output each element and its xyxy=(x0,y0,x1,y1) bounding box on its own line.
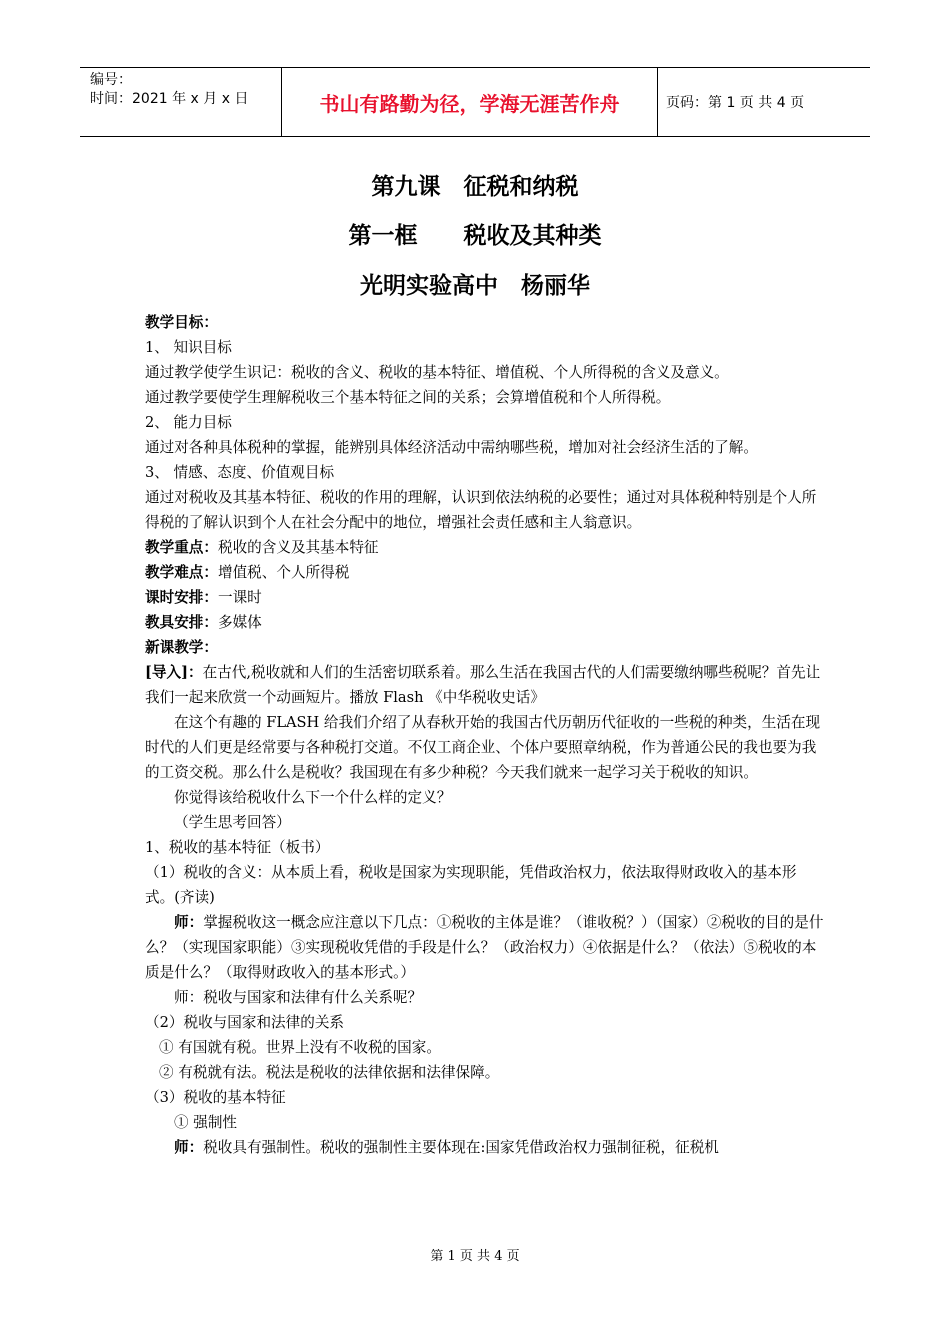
teacher-text-1: 掌握税收这一概念应注意以下几点：①税收的主体是谁？（谁收税？）（国家）②税收的目的是什么？（实现国家职能）③实现税收凭借的手段是什么？（政治权力）④依据是什么？（依法）⑤税收的本质是什么？（取得财政收入的基本形式。） xyxy=(145,914,824,981)
hours-text: 一课时 xyxy=(217,589,262,606)
goal1-text1: 通过教学使学生识记：税收的含义、税收的基本特征、增值税、个人所得税的含义及意义。 xyxy=(145,364,729,381)
header-meta xyxy=(80,68,282,136)
intro-text: 在古代,税收就和人们的生活密切联系着。那么生活在我国古代的人们需要缴纳哪些税呢？首先让我们一起来欣赏一个动画短片。播放 Flash 《中华税收史话》 xyxy=(145,664,821,706)
goal2-title: 2、 能力目标 xyxy=(145,414,232,431)
goal1-text2: 通过教学要使学生理解税收三个基本特征之间的关系；会算增值税和个人所得税。 xyxy=(145,389,671,406)
question-1: 你觉得该给税收什么下一个什么样的定义？ xyxy=(174,789,452,806)
goal3-text: 通过对税收及其基本特征、税收的作用的理解，认识到依法纳税的必要性；通过对具体税种特别是个人所得税的了解认识到个人在社会分配中的地位，增强社会责任感和主人翁意识。 xyxy=(145,489,817,531)
section-1-3: （3）税收的基本特征 xyxy=(145,1089,286,1106)
tools-label: 教具安排： xyxy=(145,614,218,631)
tools-text: 多媒体 xyxy=(217,614,262,631)
teacher-note-3 xyxy=(145,1135,825,1160)
difficult-label: 教学难点： xyxy=(145,564,218,581)
header-page-info: 页码：第 1 页 共 4 页 xyxy=(666,95,805,111)
section-1-1: （1）税收的含义：从本质上看，税收是国家为实现职能，凭借政治权力，依法取得财政收入的基本形式。(齐读) xyxy=(145,864,797,906)
hours xyxy=(145,585,825,610)
tools xyxy=(145,610,825,635)
key-text: 税收的含义及其基本特征 xyxy=(217,539,379,556)
author-title: 光明实验高中 杨丽华 xyxy=(360,273,590,299)
lesson-title: 第九课 征税和纳税 xyxy=(371,174,579,200)
teacher-note-2: 师：税收与国家和法律有什么关系呢？ xyxy=(174,989,423,1006)
difficult-point xyxy=(145,560,825,585)
intro-paragraph xyxy=(145,660,825,710)
page-footer: 第 1 页 共 4 页 xyxy=(430,1249,520,1264)
difficult-text: 增值税、个人所得税 xyxy=(217,564,350,581)
header-motto: 书山有路勤为径，学海无涯苦作舟 xyxy=(282,68,658,136)
intro-label: [导入]： xyxy=(145,664,203,681)
document-body xyxy=(145,310,825,1160)
answer-1: （学生思考回答） xyxy=(174,814,291,831)
code-label: 编号： xyxy=(90,72,132,88)
teacher-text-3: 税收具有强制性。税收的强制性主要体现在:国家凭借政治权力强制征税，征税机 xyxy=(203,1139,719,1156)
goal3-title: 3、 情感、态度、价值观目标 xyxy=(145,464,335,481)
key-label: 教学重点： xyxy=(145,539,218,556)
key-point xyxy=(145,535,825,560)
feature-1: ① 强制性 xyxy=(174,1114,238,1131)
section-1-heading: 1、税收的基本特征（板书） xyxy=(145,839,330,856)
teacher-label-2: 师： xyxy=(174,1139,204,1156)
teacher-label: 师： xyxy=(174,914,204,931)
page-header xyxy=(80,67,870,137)
date-label: 时间：2021 年 x 月 x 日 xyxy=(90,91,249,107)
relation-2: ② 有税就有法。税法是税收的法律依据和法律保障。 xyxy=(159,1064,500,1081)
paragraph-1: 在这个有趣的 FLASH 给我们介绍了从春秋开始的我国古代历朝历代征收的一些税的种类，生活在现时代的人们更是经常要与各种税打交道。不仅工商企业、个体户要照章纳税，作为普通公民的我也要为我的工资交税。那么什么是税收？我国现在有多少种税？今天我们就来一起学习关于税收的知识。 xyxy=(145,714,821,781)
goal2-text: 通过对各种具体税种的掌握，能辨别具体经济活动中需纳哪些税，增加对社会经济生活的了解。 xyxy=(145,439,758,456)
goals-heading: 教学目标： xyxy=(145,314,218,331)
relation-1: ① 有国就有税。世界上没有不收税的国家。 xyxy=(159,1039,441,1056)
new-lesson-heading: 新课教学： xyxy=(145,639,218,656)
teacher-note-1 xyxy=(145,910,825,985)
goal1-title: 1、 知识目标 xyxy=(145,339,232,356)
hours-label: 课时安排： xyxy=(145,589,218,606)
section-title: 第一框 税收及其种类 xyxy=(348,223,602,249)
section-1-2: （2）税收与国家和法律的关系 xyxy=(145,1014,345,1031)
